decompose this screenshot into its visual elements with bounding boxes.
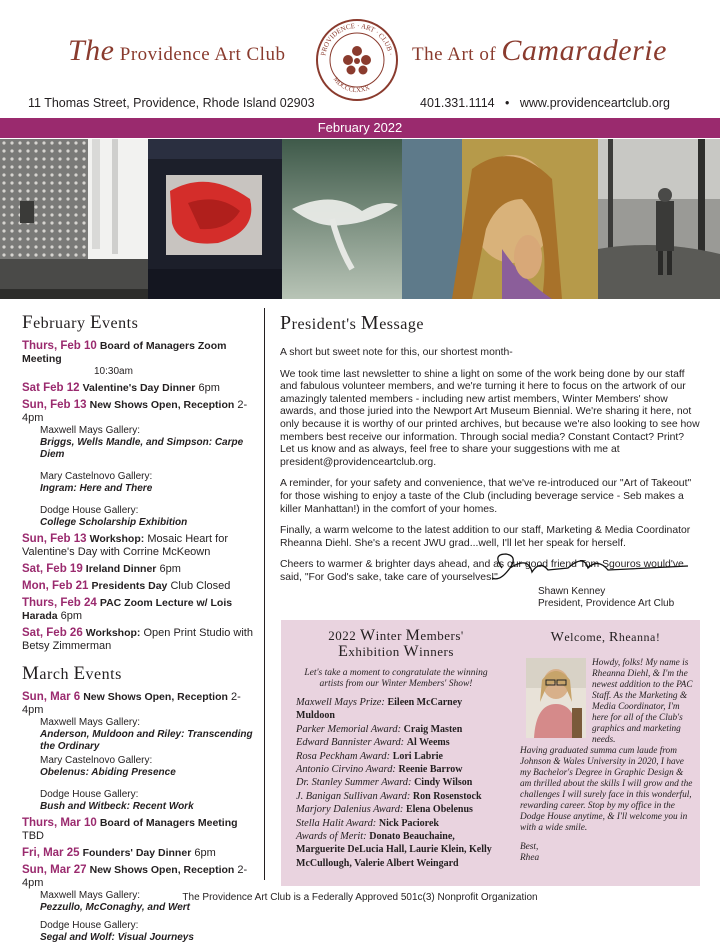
photo-white-bird: [282, 139, 402, 299]
award-item: Antonio Cirvino Award: Reenie Barrow: [296, 764, 463, 776]
event-item: Sun, Mar 27 New Shows Open, Reception 2-4pm Maxwell Mays Gallery: Pezzullo, McConaghy, and Wert Dodge House Gallery: Segal and Wolf: Visual Journeys: [22, 864, 248, 943]
event-item: Sat, Feb 19 Ireland Dinner 6pm: [22, 563, 181, 575]
award-item: Dr. Stanley Summer Award: Cindy Wilson: [296, 777, 473, 789]
presidents-message-heading: President's Message: [280, 312, 424, 334]
masthead-right: [412, 34, 667, 68]
separator-dot: •: [505, 96, 510, 110]
winners-intro: Let's take a moment to congratulate the winning artists from our Winter Members' Show!: [304, 668, 488, 689]
message-paragraph: A short but sweet note for this, our shortest month-: [280, 347, 513, 358]
event-item: Thurs, Feb 24 PAC Zoom Lecture w/ Lois Harada 6pm: [22, 597, 233, 622]
masthead-art-of: The Art of: [412, 44, 497, 65]
photo-woods-walker: [598, 139, 720, 299]
welcome-text: Howdy, folks! My name is Rheanna Diehl, & I'm the newest addition to the PAC Staff. As the Marketing & Media Coordinator, I'm here for all of the Club's graphics and marketing needs. Having graduated summa cum laude from Johnson & Wales University in 2020, I have my Bachelor's Degree in Graphic Design & am thrilled about the skills I will grow and the challenges I will surely face in this wonderful, rewarding career. Stop by my office in the Dodge House anytime, & I'll welcome you in with a wide smile. Best, Rhea: [520, 658, 696, 864]
award-item: Awards of Merit: Donato Beauchaine, Marguerite DeLucia Hall, Laurie Klein, Kelly McCullough, Valerie Albert Weingard: [296, 831, 492, 869]
exhibition-winners: [296, 628, 496, 870]
march-events-heading: March Events: [22, 663, 122, 684]
award-item: Marjory Dalenius Award: Elena Obelenus: [296, 804, 473, 816]
event-item: Mon, Feb 21 Presidents Day Club Closed: [22, 580, 231, 592]
event-item: Sun, Mar 6 New Shows Open, Reception 2-4pm Maxwell Mays Gallery: Anderson, Muldoon and Riley: Transcending the Ordinary Mary Castelnovo Gallery: Obelenus: Abiding Presence Dodge House Gallery: Bush and Witbeck: Recent Work: [22, 691, 253, 812]
club-seal-logo: [315, 18, 399, 102]
footer-note: The Providence Art Club is a Federally Approved 501c(3) Nonprofit Organization: [182, 892, 538, 903]
winners-heading: 2022 Winter Members' Exhibition Winners: [328, 627, 464, 660]
club-address: 11 Thomas Street, Providence, Rhode Island 02903: [28, 96, 315, 110]
signature-name: Shawn Kenney: [538, 586, 606, 597]
photo-bedroom-window: [0, 139, 148, 299]
event-item: Sun, Feb 13 Workshop: Mosaic Heart for Valentine's Day with Corrine McKeown: [22, 533, 229, 558]
award-item: Stella Halit Award: Nick Paciorek: [296, 817, 439, 829]
artwork-photo-strip: [0, 139, 720, 299]
award-item: J. Banigan Sullivan Award: Ron Rosenstock: [296, 790, 482, 802]
message-paragraph: Cheers to warmer & brighter days ahead, and as our good friend Tom Sgouros would've said, "For God's sake, take care of yourselves!": [280, 559, 684, 583]
award-item: Parker Memorial Award: Craig Masten: [296, 723, 463, 735]
award-item: Edward Bannister Award: Al Weems: [296, 737, 450, 749]
website-link[interactable]: www.providenceartclub.org: [519, 96, 670, 110]
masthead-the: The: [68, 34, 115, 67]
event-item: Thurs, Feb 10 Board of Managers Zoom Meeting 10:30am: [22, 340, 227, 377]
masthead-camaraderie: Camaraderie: [501, 34, 667, 67]
handwritten-signature: [488, 548, 688, 588]
event-item: Thurs, Mar 10 Board of Managers Meeting TBD: [22, 817, 238, 842]
masthead-club-name: Providence Art Club: [119, 44, 286, 65]
svg-text:MDCCCLXXX: [332, 76, 371, 94]
award-item: Maxwell Mays Prize: Eileen McCarney Muldoon: [296, 697, 463, 722]
february-events-heading: February Events: [22, 312, 139, 333]
message-paragraph: Finally, a warm welcome to the latest addition to our staff, Marketing & Media Coordinator Rheanna Diehl. She's a recent JWU grad...well, I'll let her speak for herself.: [280, 525, 691, 549]
message-paragraph: A reminder, for your safety and convenience, that we've re-introduced our "Art of Takeout" for those wishing to enjoy a taste of the Club (including beverage service - Seb makes a killer Manhattan!) in the comfort of your homes.: [280, 478, 692, 515]
welcome-sign-off: Best, Rhea: [520, 842, 540, 863]
seal-text-top: PROVIDENCE · ART · CLUB ·: [319, 21, 395, 57]
event-item: Sun, Feb 13 New Shows Open, Reception 2-4pm Maxwell Mays Gallery: Briggs, Wells Mandle, and Simpson: Carpe Diem Mary Castelnovo Gallery: Ingram: Here and There Dodge House Gallery: College Scholarship Exhibition: [22, 399, 248, 528]
column-divider: [264, 308, 265, 880]
signature-block: [538, 586, 674, 610]
masthead-left: [68, 34, 285, 68]
signature-title: President, Providence Art Club: [538, 598, 675, 609]
seal-text-bottom: MDCCCLXXX: [331, 75, 371, 95]
contact-line: [420, 96, 670, 110]
event-item: Fri, Mar 25 Founders' Day Dinner 6pm: [22, 847, 216, 859]
phone-number[interactable]: 401.331.1114: [420, 96, 495, 110]
photo-woman-portrait: [402, 139, 598, 299]
welcome-rheanna: [518, 630, 693, 652]
welcome-heading: Welcome, Rheanna!: [550, 630, 661, 645]
award-item: Rosa Peckham Award: Lori Labrie: [296, 750, 443, 762]
events-column: [22, 312, 260, 948]
event-item: Sat, Feb 26 Workshop: Open Print Studio with Betsy Zimmerman: [22, 627, 253, 652]
message-paragraph: We took time last newsletter to shine a light on some of the work being done by our staff and fabulous volunteer members, and we're turning it here to focus on the artwork of our amazingly talented members - including new artist members, Winter Members' show awards, and those juried into the Newport Art Museum Biennial. We're sharing it here, not only because it is worthy of our printed archives, but because we're also looking to see how members best receive our information. Through social media? Constant Contact? Print? Let us know and as always, feel free to share your suggestions with me at president@providenceartclub.org.: [280, 368, 700, 468]
month-banner: February 2022: [0, 118, 720, 138]
event-item: Sat Feb 12 Valentine's Day Dinner 6pm: [22, 382, 220, 394]
photo-red-abstract: [148, 139, 282, 299]
